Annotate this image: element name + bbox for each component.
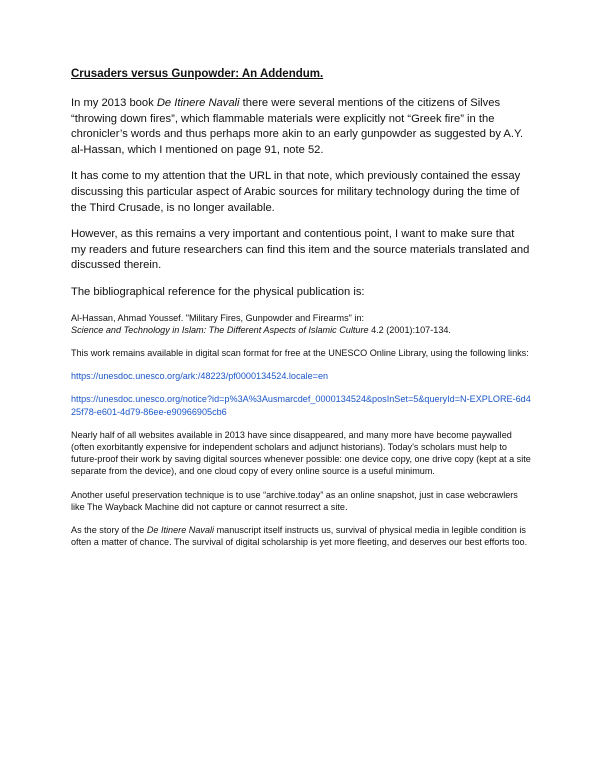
paragraph-conclusion: [71, 524, 531, 548]
paragraph-importance: However, as this remains a very important and contentious point, I want to make sure that my readers and future researchers can find this item and the source materials translated and discussed therein.: [71, 228, 530, 272]
paragraph-preservation-technique: Another useful preservation technique is to use “archive.today” as an online snapshot, just in case webcrawlers like The Wayback Machine did not capture or cannot resurrect a site.: [71, 489, 518, 512]
document-title: Crusaders versus Gunpowder: An Addendum.: [71, 68, 324, 80]
paragraph-text: As the story of the: [71, 524, 147, 535]
paragraph-text: there were several mentions of the citizens of Silves “throwing down fires”, which flammable materials were explicitly not “Greek fire” in the chronicler’s words and thus perhaps more akin to an early gunpowder as suggested by A.Y. al-Hassan, which I mentioned on page 91, note 52.: [71, 97, 524, 156]
paragraph-availability: This work remains available in digital scan format for free at the UNESCO Online Library, using the following links:: [71, 347, 529, 358]
book-title: De Itinere Navali: [156, 97, 240, 109]
bibliographic-reference: [71, 312, 531, 336]
document-page: [71, 67, 531, 559]
paragraph-reference-intro: The bibliographical reference for the physical publication is:: [71, 285, 365, 298]
reference-journal-line: [71, 324, 531, 336]
paragraph-book-mention: [71, 96, 531, 158]
paragraph-text: manuscript itself instructs us, survival of physical media in legible condition is often a matter of chance. The survival of digital scholarship is yet more fleeting, and deserves our best efforts too.: [71, 524, 528, 548]
reference-journal: Science and Technology in Islam: The Different Aspects of Islamic Culture: [71, 324, 369, 335]
paragraph-websites-disappeared: Nearly half of all websites available in 2013 have since disappeared, and many more have become paywalled (often exorbitantly expensive for independent scholars and adjunct historians). Today’s scholars must help to future-proof their work by saving digital sources whenever possible: one device copy, one drive copy (kept at a site separate from the device), and one cloud copy of every online source is a useful minimum.: [71, 429, 531, 477]
reference-author-title: Al-Hassan, Ahmad Youssef. "Military Fires, Gunpowder and Firearms" in:: [71, 312, 365, 323]
paragraph-text: In my 2013 book: [71, 97, 157, 109]
book-title: De Itinere Navali: [146, 524, 215, 535]
reference-details: 4.2 (2001):107-134.: [368, 324, 451, 335]
paragraph-url-unavailable: It has come to my attention that the URL in that note, which previously contained the essay discussing this particular aspect of Arabic sources for military technology during the time of the Third Crusade, is no longer available.: [71, 170, 521, 214]
unesco-link-1[interactable]: https://unesdoc.unesco.org/ark:/48223/pf0000134524.locale=en: [71, 371, 329, 382]
unesco-link-2[interactable]: https://unesdoc.unesco.org/notice?id=p%3A%3Ausmarcdef_0000134524&posInSet=5&queryId=N-EXPLORE-6d425f78-e601-4d79-86ee-e90966905cb6: [71, 394, 531, 417]
